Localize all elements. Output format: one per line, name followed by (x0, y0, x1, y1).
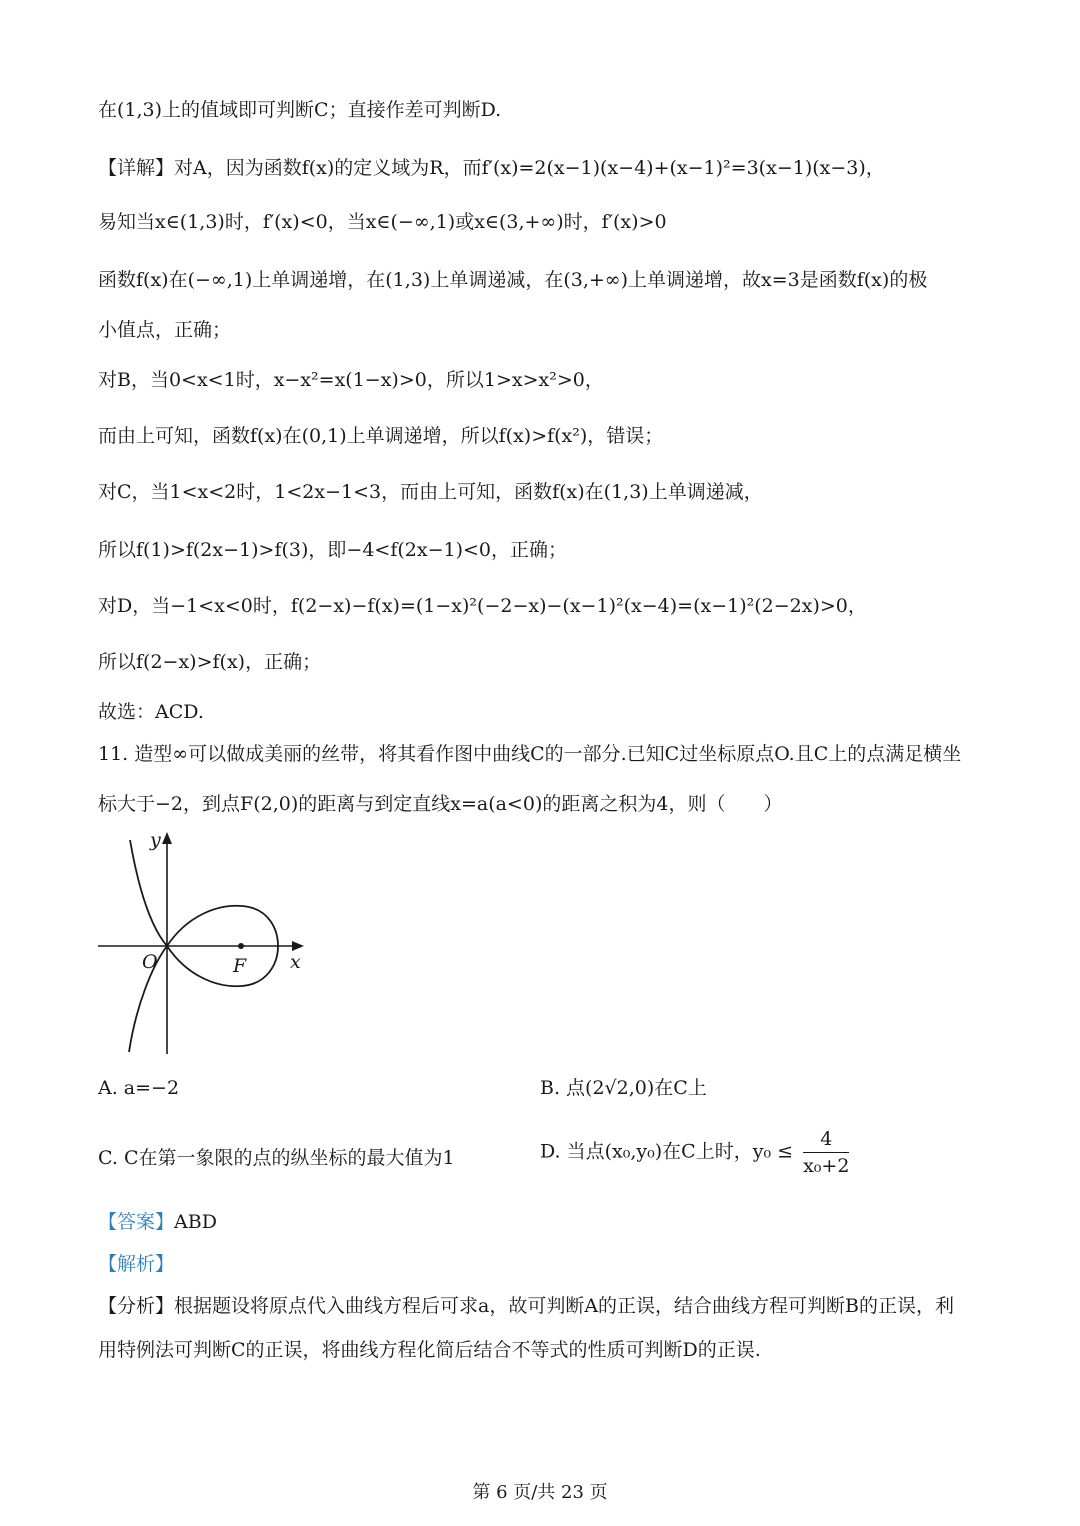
x-axis-label: x (290, 951, 301, 973)
option-d-text: D. 当点(x₀,y₀)在C上时，y₀ ≤ (540, 1140, 794, 1163)
text-line: 所以f(1)>f(2x−1)>f(3)，即−4<f(2x−1)<0，正确； (98, 539, 568, 561)
text-line: 易知当x∈(1,3)时，f′(x)<0，当x∈(−∞,1)或x∈(3,+∞)时，f′(x)>0 (98, 211, 667, 233)
text-line: 对C，当1<x<2时，1<2x−1<3，而由上可知，函数f(x)在(1,3)上单调递减， (98, 481, 763, 503)
text-line: 【详解】对A，因为函数f(x)的定义域为R，而f′(x)=2(x−1)(x−4)+(x−1)²=3(x−1)(x−3)， (98, 157, 885, 179)
y-axis-arrow (162, 832, 172, 844)
text-line: 而由上可知，函数f(x)在(0,1)上单调递增，所以f(x)>f(x²)，错误； (98, 425, 664, 447)
fraction-numerator: 4 (803, 1126, 849, 1153)
answer-tag: 【答案】 (98, 1211, 175, 1233)
question-11-text: 11. 造型∞可以做成美丽的丝带，将其看作图中曲线C的一部分.已知C过坐标原点O.且C上的点满足横坐 (98, 743, 962, 765)
y-axis-label: y (150, 829, 161, 851)
curve-figure (92, 826, 312, 1060)
analysis-tag: 【解析】 (98, 1253, 175, 1275)
text-line: 函数f(x)在(−∞,1)上单调递增，在(1,3)上单调递减，在(3,+∞)上单调递增，故x=3是函数f(x)的极 (98, 269, 928, 291)
fraction-denominator: x₀+2 (803, 1155, 850, 1177)
analysis-text: 【分析】根据题设将原点代入曲线方程后可求a，故可判断A的正误，结合曲线方程可判断B的正误，利 (98, 1295, 955, 1317)
page-footer: 第 6 页/共 23 页 (472, 1482, 608, 1503)
option-c: C. C在第一象限的点的纵坐标的最大值为1 (98, 1147, 455, 1169)
focus-point (238, 943, 244, 949)
text-line: 在(1,3)上的值域即可判断C；直接作差可判断D. (98, 99, 502, 121)
answer-line (98, 1208, 984, 1236)
text-line: 小值点，正确； (98, 319, 232, 341)
answer-value: ABD (174, 1211, 217, 1233)
option-d (540, 1126, 849, 1179)
text-line: 所以f(2−x)>f(x)，正确； (98, 651, 322, 673)
text-line: 故选：ACD. (98, 701, 204, 723)
origin-label: O (142, 951, 158, 973)
text-line: 对B，当0<x<1时，x−x²=x(1−x)>0，所以1>x>x²>0， (98, 369, 604, 391)
analysis-text: 用特例法可判断C的正误，将曲线方程化简后结合不等式的性质可判断D的正误. (98, 1339, 761, 1361)
text-line: 对D，当−1<x<0时，f(2−x)−f(x)=(1−x)²(−2−x)−(x−1)²(x−4)=(x−1)²(2−2x)>0， (98, 595, 867, 617)
option-b: B. 点(2√2,0)在C上 (540, 1077, 707, 1099)
option-a: A. a=−2 (98, 1077, 180, 1099)
question-11-text: 标大于−2，到点F(2,0)的距离与到定直线x=a(a<0)的距离之积为4，则（ ） (98, 793, 783, 815)
x-axis-arrow (292, 941, 304, 951)
option-d-fraction (803, 1126, 849, 1179)
focus-label: F (233, 955, 247, 977)
